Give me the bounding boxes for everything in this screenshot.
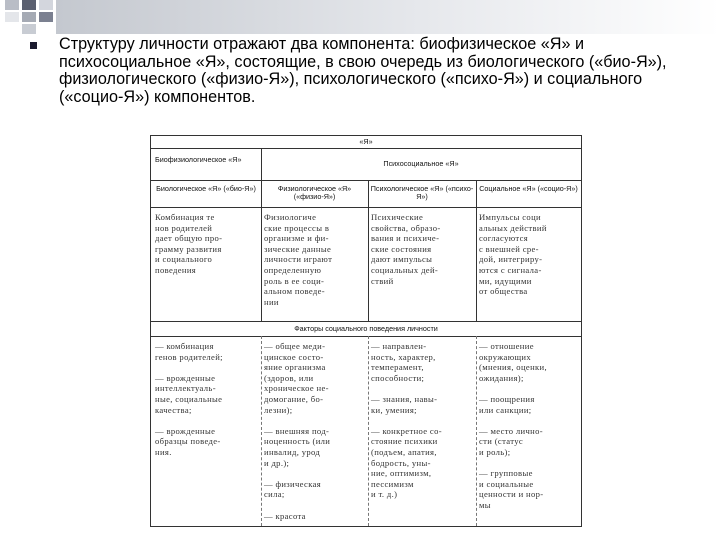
mosaic-tile [39, 12, 53, 22]
bullet-text: Структуру личности отражают два компонента: биофизическое «Я» и психосоциальное «Я», состоящие, в свою очередь из биологического («био-Я»), физиологического («физио-Я»), психологического («психо-Я») и социального («социо-Я») компонентов. [59, 35, 667, 106]
table-dashed-rule [261, 336, 262, 526]
definition-cell-socio: Импульсы соци альных действий согласуются с внешней сре- дой, интегриру- ются с сигнала- ми, идущими от общества [479, 212, 547, 297]
decorative-header-mosaic [0, 0, 720, 40]
group-header-psychosocial: Психосоциальное «Я» [383, 159, 459, 168]
mosaic-tile [22, 0, 36, 10]
mosaic-tile [5, 0, 19, 10]
column-header-bio: Биологическое «Я» («био-Я») [156, 184, 256, 193]
table-dashed-rule [476, 336, 477, 526]
factors-cell-psycho: — направлен- ность, характер, темперамент, способности; — знания, навы- ки, умения; — конкретное со- стояние психики (подъем, апатия, бодрость, уны- ние, оптимизм, пессимизм и т. д.) [371, 341, 442, 500]
table-rule [151, 180, 581, 181]
table-rule [151, 321, 581, 322]
group-header-biophysical: Биофизиологическое «Я» [155, 155, 242, 164]
definition-cell-psycho: Психические свойства, образо- вания и психиче- ские состояния дают импульсы социальных дей- ствий [371, 212, 441, 286]
table-rule [151, 336, 581, 337]
factors-cell-physio: — общее меди- цинское состо- яние организма (здоров, или хроническое не- домогание, бо- лезни); — внешняя под- ноценность (или инвалид, урод и др.); — физическая сила; — красота [264, 341, 331, 521]
mosaic-tile [39, 0, 53, 10]
table-rule [151, 207, 581, 208]
personality-structure-table [150, 135, 582, 527]
mosaic-tile [22, 24, 36, 34]
column-header-socio: Социальное «Я» («социо-Я») [479, 184, 578, 193]
table-rule [476, 180, 477, 321]
factors-title: Факторы социального поведения личности [294, 324, 438, 333]
column-header-physio: Физиологическое «Я» («физио-Я») [277, 184, 352, 202]
definition-cell-physio: Физиологиче ские процессы в организме и фи- зические данные личности играют определенную роль в ее соци- альном поведе- нии [264, 212, 333, 307]
column-header-psycho: Психологическое «Я» («психо-Я») [370, 184, 474, 202]
mosaic-tile [22, 12, 36, 22]
table-title: «Я» [359, 137, 373, 146]
table-rule [261, 148, 262, 321]
definition-cell-bio: Комбинация те нов родителей дает общую про- грамму развития и социального поведения [155, 212, 223, 275]
mosaic-tile [5, 12, 19, 22]
table-rule [151, 148, 581, 149]
header-gradient-band [56, 0, 720, 34]
factors-cell-socio: — отношение окружающих (мнения, оценки, ожидания); — поощрения или санкции; — место лично- сти (статус и роль); — групповые и социальные ценности и нор- мы [479, 341, 547, 510]
bullet-marker-icon [30, 42, 37, 49]
factors-cell-bio: — комбинация генов родителей; — врожденные интеллектуаль- ные, социальные качества; — врожденные образцы поведе- ния. [155, 341, 223, 457]
table-dashed-rule [368, 336, 369, 526]
